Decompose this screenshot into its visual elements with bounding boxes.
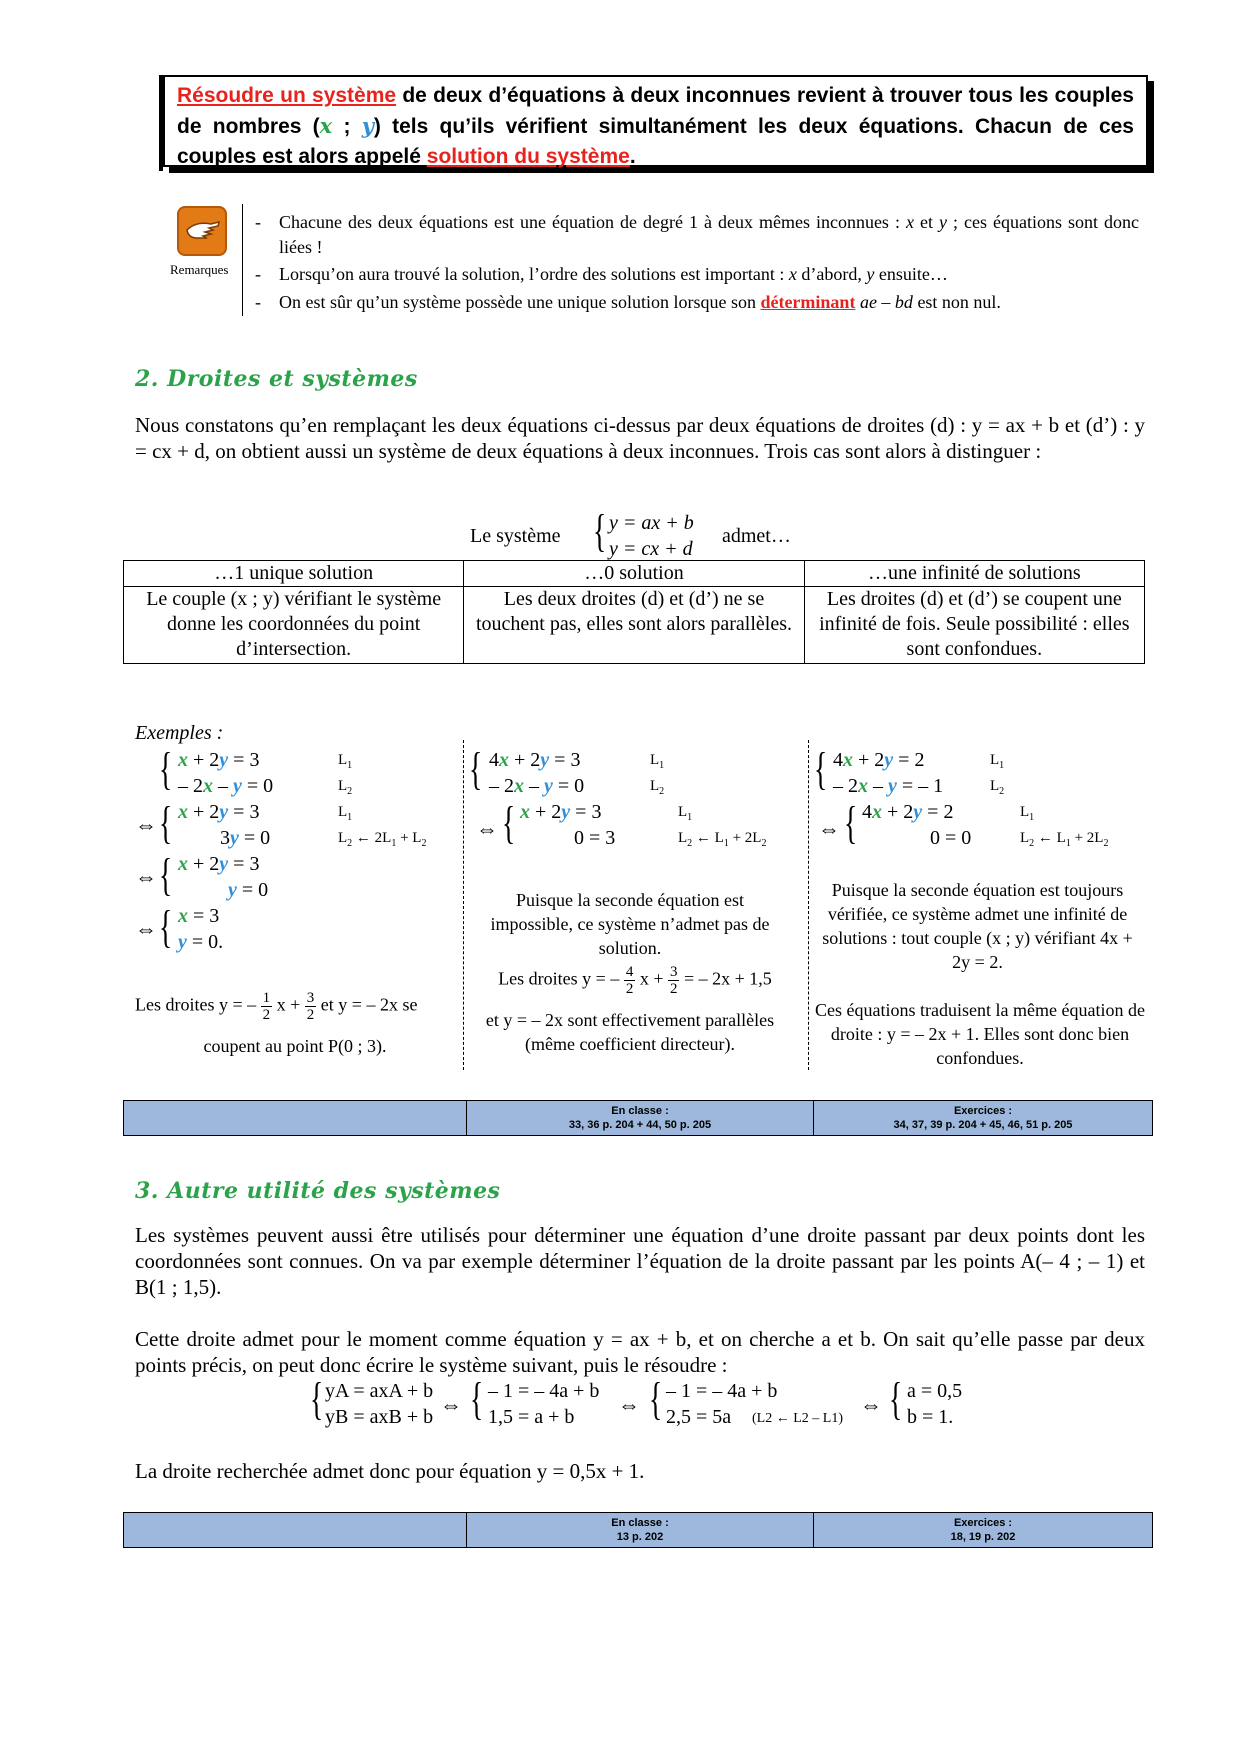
section-2-intro: Nous constatons qu’en remplaçant les deux équations ci-dessus par deux équations de droites (d) : y = ax + b et (d’) : y = cx + d, on obtient aussi un système de deux équations à deux inconnues. Trois cas sont alors à distinguer : (135, 413, 1145, 463)
definition-text: de deux d’équations à deux inconnues revient à trouver tous les couples de nombres ( (177, 84, 1134, 138)
section-2-title: 2. Droites et systèmes (135, 366, 418, 392)
case-text: Le couple (x ; y) vérifiant le système donne les coordonnées du point d’intersection. (124, 587, 464, 664)
definition-y: y (361, 113, 374, 138)
section-3-title: 3. Autre utilité des systèmes (135, 1178, 501, 1204)
definition-term: Résoudre un système (177, 84, 397, 107)
determinant-term: déterminant (760, 292, 856, 312)
equivalence-icon: ⇔ (476, 816, 498, 841)
case-text: Les deux droites (d) et (d’) ne se touchent pas, elles sont alors parallèles. (464, 587, 804, 664)
case-header: …1 unique solution (124, 561, 464, 587)
case-header: …0 solution (464, 561, 804, 587)
example-2-note: Puisque la seconde équation est impossible, ce système n’admet pas de solution. (490, 890, 770, 958)
case-header: …une infinité de solutions (804, 561, 1144, 587)
definition-box: Résoudre un système de deux d’équations à deux inconnues revient à trouver tous les couples de nombres (x ; y) tels qu’ils vérifient simultanément les deux équations. Chacun de ces couples est alors appelé solution du système. (163, 75, 1148, 167)
reference-bar-section-2: En classe : 33, 36 p. 204 + 44, 50 p. 205 Exercices : 34, 37, 39 p. 204 + 45, 46, 51 p. 205 (123, 1100, 1153, 1136)
definition-x: x (319, 113, 333, 138)
system-eq1: y = ax + b (609, 512, 694, 534)
equivalence-icon: ⇔ (135, 864, 157, 889)
example-1-note: Les droites y = – $\frac{1}{2}$ x + $\frac{3}{2}$ et y = – 2x se (135, 990, 418, 1023)
remarks-hand-icon (177, 206, 227, 256)
section-3-para1: Les systèmes peuvent aussi être utilisés pour déterminer une équation d’une droite passant par deux points dont les coordonnées sont connues. On va par exemple déterminer l’équation de la droite passant par les points A(– 4 ; – 1) et B(1 ; 1,5). (135, 1223, 1145, 1299)
equivalence-icon: ⇔ (135, 812, 157, 837)
remarks-divider (242, 204, 243, 316)
section-3-conclusion: La droite recherchée admet donc pour équation y = 0,5x + 1. (135, 1459, 645, 1483)
system-prefix: Le système (470, 525, 561, 547)
equivalence-icon: ⇔ (818, 816, 840, 841)
equivalence-icon: ⇔ (135, 916, 157, 941)
system-suffix: admet… (722, 525, 791, 547)
cases-table (123, 560, 1145, 664)
remarks-label: Remarques (170, 262, 229, 277)
section-3-para2: Cette droite admet pour le moment comme équation y = ax + b, et on cherche a et b. On sait qu’elle passe par deux points précis, on peut donc écrire le système suivant, puis le résoudre : (135, 1327, 1145, 1377)
reference-bar-section-3: En classe : 13 p. 202 Exercices : 18, 19 p. 202 (123, 1512, 1153, 1548)
case-text: Les droites (d) et (d’) se coupent une infinité de fois. Seule possibilité : elles sont confondues. (804, 587, 1144, 664)
examples-label: Exemples : (135, 722, 224, 744)
definition-solution-term: solution du système (426, 145, 630, 168)
system-eq2: y = cx + d (609, 538, 693, 560)
example-3-note: Puisque la seconde équation est toujours vérifiée, ce système admet une infinité de solutions : tout couple (x ; y) vérifiant 4x + 2y = 2. (822, 880, 1133, 972)
